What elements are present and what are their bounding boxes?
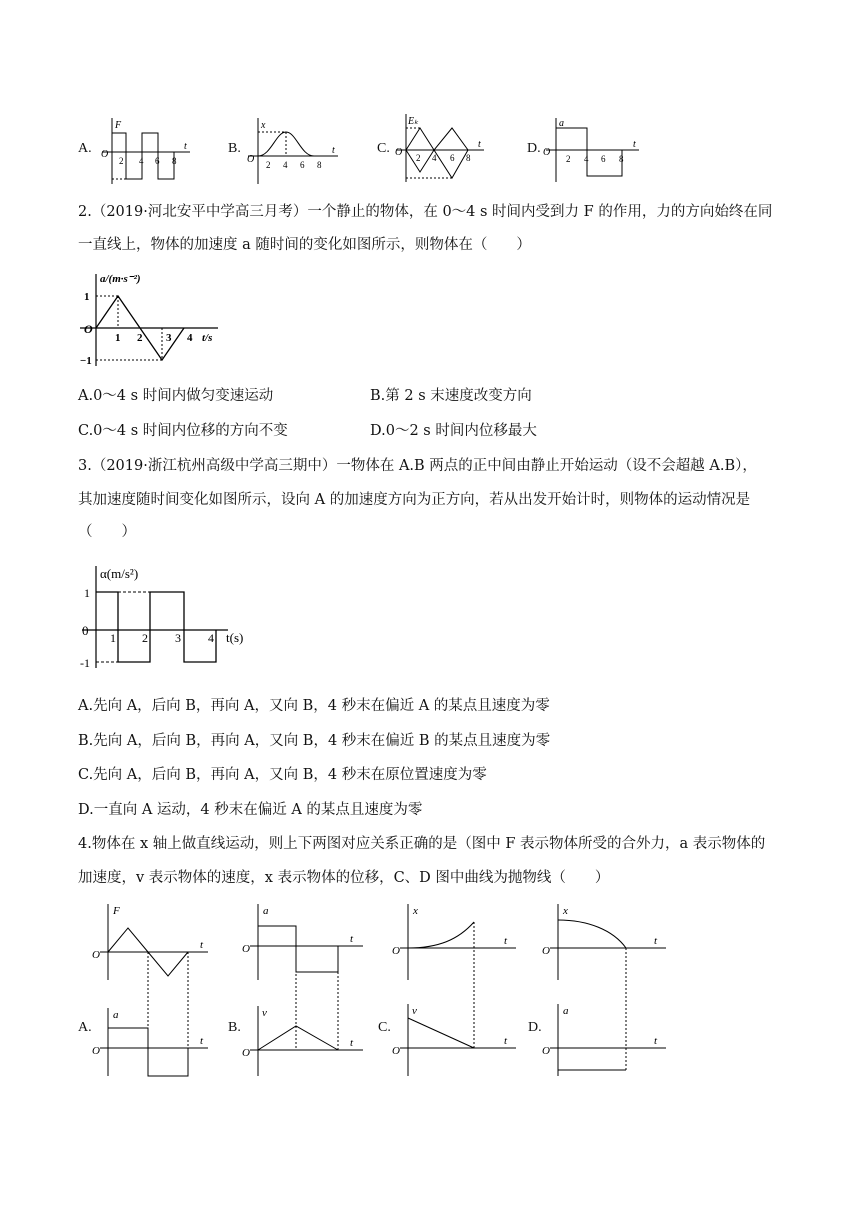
- q2-option-a: A.0～4 s 时间内做匀变速运动: [78, 388, 274, 404]
- q4-b-top-ylabel: a: [263, 905, 269, 917]
- q1-d-origin: O: [543, 147, 551, 158]
- q1-a-tick: 8: [172, 156, 177, 166]
- q2-stem-line1: 2.（2019·河北安平中学高三月考）一个静止的物体，在 0～4 s 时间内受到力 F 的作用，力的方向始终在同: [78, 204, 773, 220]
- q4-option-b-label: B.: [228, 1020, 241, 1035]
- q1-b-tick: 6: [300, 160, 305, 170]
- q4-c-bot-xlabel: t: [504, 1035, 508, 1047]
- q1-graph-a: [98, 116, 193, 186]
- q2-option-b: B.第 2 s 末速度改变方向: [370, 388, 532, 404]
- q2-tick: 3: [166, 332, 172, 344]
- q2-y-pos: 1: [84, 291, 90, 303]
- q4-stem-line1: 4.物体在 x 轴上做直线运动，则上下两图对应关系正确的是（图中 F 表示物体所受的合外力，a 表示物体的: [78, 836, 766, 852]
- q4-d-top-origin: O: [542, 945, 550, 957]
- q1-a-tick: 2: [119, 156, 124, 166]
- q1-b-origin: O: [247, 154, 255, 165]
- q1-d-tick: 2: [566, 154, 571, 164]
- q3-option-b: B.先向 A，后向 B，再向 A，又向 B，4 秒末在偏近 B 的某点且速度为零: [78, 733, 551, 749]
- q2-stem-line2: 一直线上，物体的加速度 a 随时间的变化如图所示，则物体在（ ）: [78, 237, 531, 253]
- q3-option-c: C.先向 A，后向 B，再向 A，又向 B，4 秒末在原位置速度为零: [78, 767, 487, 783]
- q2-tick: 1: [115, 332, 121, 344]
- q1-c-origin: O: [395, 147, 403, 158]
- q1-c-tick: 8: [466, 153, 471, 163]
- q3-acceleration-graph: [78, 562, 253, 672]
- q4-option-c-label: C.: [378, 1020, 391, 1035]
- q4-d-top-ylabel: x: [563, 905, 568, 917]
- q4-a-top-ylabel: F: [113, 905, 120, 917]
- q4-a-bot-xlabel: t: [200, 1035, 204, 1047]
- q3-y-neg: -1: [80, 656, 90, 670]
- q1-graph-d: [542, 116, 642, 184]
- q3-ylabel: α(m/s²): [100, 566, 139, 581]
- q4-b-top-xlabel: t: [350, 933, 354, 945]
- q2-tick: 2: [137, 332, 143, 344]
- q2-xlabel: t/s: [202, 332, 213, 344]
- q4-stem-line2: 加速度，v 表示物体的速度，x 表示物体的位移，C、D 图中曲线为抛物线（ ）: [78, 870, 610, 886]
- q4-d-bot-origin: O: [542, 1045, 550, 1057]
- q1-option-d-label: D.: [527, 141, 541, 156]
- q1-option-c-label: C.: [377, 141, 390, 156]
- q1-b-tick: 4: [283, 160, 288, 170]
- q1-c-ylabel: Eₖ: [408, 116, 419, 127]
- q1-option-a-label: A.: [78, 141, 92, 156]
- q1-a-ylabel: F: [115, 120, 122, 131]
- q4-graph-d: [538, 900, 673, 1080]
- q3-tick: 2: [142, 631, 148, 645]
- q4-b-bot-xlabel: t: [350, 1037, 354, 1049]
- q1-b-tick: 2: [266, 160, 271, 170]
- q4-c-top-ylabel: x: [413, 905, 418, 917]
- q4-option-d-label: D.: [528, 1020, 542, 1035]
- q4-a-top-xlabel: t: [200, 939, 204, 951]
- q4-b-bot-origin: O: [242, 1047, 250, 1059]
- q1-c-tick: 6: [450, 153, 455, 163]
- q1-b-ylabel: x: [261, 120, 266, 131]
- q1-c-xlabel: t: [478, 139, 481, 150]
- q3-y-pos: 1: [84, 586, 90, 600]
- q2-origin: O: [84, 322, 93, 336]
- q3-xlabel: t(s): [226, 630, 244, 645]
- q4-option-a-label: A.: [78, 1020, 92, 1035]
- q2-ylabel: a/(m·s⁻²): [100, 273, 141, 285]
- q1-option-b-label: B.: [228, 141, 241, 156]
- q1-a-xlabel: t: [184, 141, 187, 152]
- q4-a-bot-origin: O: [92, 1045, 100, 1057]
- q1-b-tick: 8: [317, 160, 322, 170]
- q4-graph-b: [238, 900, 368, 1080]
- q2-tick: 4: [187, 332, 193, 344]
- q3-tick: 3: [175, 631, 181, 645]
- q3-tick: 4: [208, 631, 214, 645]
- q3-stem-line2: 其加速度随时间变化如图所示，设向 A 的加速度方向为正方向，若从出发开始计时，则物体的运动情况是: [78, 492, 751, 508]
- q4-a-top-origin: O: [92, 949, 100, 961]
- q1-graph-c: [392, 112, 487, 184]
- q1-graph-b: [246, 116, 341, 186]
- q4-b-bot-ylabel: v: [262, 1007, 267, 1019]
- q4-c-top-xlabel: t: [504, 935, 508, 947]
- q1-d-ylabel: a: [559, 118, 564, 129]
- q1-c-tick: 4: [432, 153, 437, 163]
- q4-d-bot-xlabel: t: [654, 1035, 658, 1047]
- q2-acceleration-graph: [78, 268, 228, 368]
- q2-option-c: C.0～4 s 时间内位移的方向不变: [78, 423, 288, 439]
- q4-b-top-origin: O: [242, 943, 250, 955]
- q1-a-tick: 6: [155, 156, 160, 166]
- q3-option-d: D.一直向 A 运动，4 秒末在偏近 A 的某点且速度为零: [78, 802, 423, 818]
- q2-option-d: D.0～2 s 时间内位移最大: [370, 423, 537, 439]
- q1-d-xlabel: t: [633, 139, 636, 150]
- q1-d-tick: 4: [584, 154, 589, 164]
- q4-a-bot-ylabel: a: [113, 1009, 119, 1021]
- q1-a-tick: 4: [139, 156, 144, 166]
- q4-c-bot-ylabel: v: [412, 1005, 417, 1017]
- q4-d-bot-ylabel: a: [563, 1005, 569, 1017]
- q2-y-neg: −1: [80, 355, 92, 367]
- q3-option-a: A.先向 A，后向 B，再向 A，又向 B，4 秒末在偏近 A 的某点且速度为零: [78, 698, 550, 714]
- q1-b-xlabel: t: [332, 145, 335, 156]
- q1-d-tick: 6: [601, 154, 606, 164]
- q3-tick: 1: [110, 631, 116, 645]
- q4-graph-c: [388, 900, 523, 1080]
- q1-c-tick: 2: [416, 153, 421, 163]
- q4-c-bot-origin: O: [392, 1045, 400, 1057]
- q3-origin: 0: [82, 623, 89, 638]
- q3-stem-line1: 3.（2019·浙江杭州高级中学高三期中）一物体在 A.B 两点的正中间由静止开始运动（设不会超越 A.B），: [78, 458, 757, 474]
- q3-stem-line3: （ ）: [78, 524, 136, 540]
- q4-d-top-xlabel: t: [654, 935, 658, 947]
- q4-c-top-origin: O: [392, 945, 400, 957]
- q1-a-origin: O: [101, 149, 109, 160]
- q1-d-tick: 8: [619, 154, 624, 164]
- q4-graph-a: [88, 900, 218, 1080]
